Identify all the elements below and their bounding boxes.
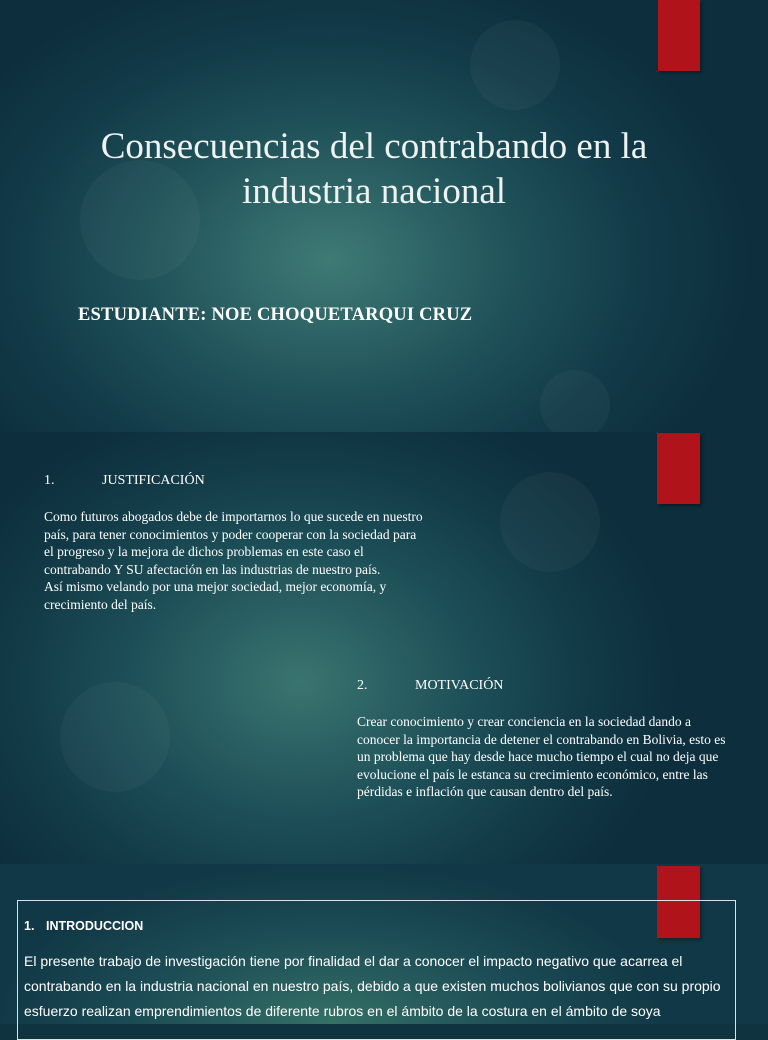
section-title: MOTIVACIÓN	[415, 678, 504, 693]
bokeh-decoration	[540, 370, 610, 432]
presentation-title: Consecuencias del contrabando en la industria nacional	[100, 126, 648, 212]
motivation-paragraph: Crear conocimiento y crear conciencia en la sociedad dando a conocer la importancia de detener el contrabando en Bolivia, esto es un problema que hay desde hace mucho tiempo el cual no deja que evolucione el país le estanca su crecimiento económico, entre las pérdidas e inflación que causan dentro del país.	[357, 714, 726, 799]
introduction-heading	[24, 919, 143, 933]
section-title: JUSTIFICACIÓN	[102, 473, 205, 488]
bokeh-decoration	[470, 20, 560, 110]
bokeh-decoration	[500, 472, 600, 572]
justification-paragraph: Como futuros abogados debe de importarnos lo que sucede en nuestro país, para tener conocimientos y poder cooperar con la sociedad para el progreso y la mejora de dichos problemas en este caso el contrabando Y SU afectación en las industrias de nuestro país.	[44, 509, 423, 577]
bokeh-decoration	[60, 682, 170, 792]
slide-title	[0, 0, 768, 432]
motivation-text	[357, 713, 729, 801]
justification-heading	[44, 473, 205, 489]
section-title: INTRODUCCION	[46, 919, 144, 933]
section-number: 1.	[24, 919, 35, 933]
student-name: ESTUDIANTE: NOE CHOQUETARQUI CRUZ	[78, 305, 473, 325]
section-number: 1.	[44, 473, 55, 488]
section-number: 2.	[357, 678, 368, 693]
motivation-heading	[357, 678, 503, 694]
red-accent-bar	[657, 433, 700, 504]
introduction-paragraph: El presente trabajo de investigación tiene por finalidad el dar a conocer el impacto negativo que acarrea el contrabando en la industria nacional en nuestro país, debido a que existen muchos bolivianos que con su propio esfuerzo realizan emprendimientos de diferente rubros en el ámbito de la costura en el ámbito de soya	[24, 953, 721, 1019]
red-accent-bar	[658, 0, 700, 71]
introduction-box	[17, 900, 736, 1040]
justification-text	[44, 508, 424, 613]
justification-paragraph: Así mismo velando por una mejor sociedad, mejor economía, y crecimiento del país.	[44, 579, 387, 612]
